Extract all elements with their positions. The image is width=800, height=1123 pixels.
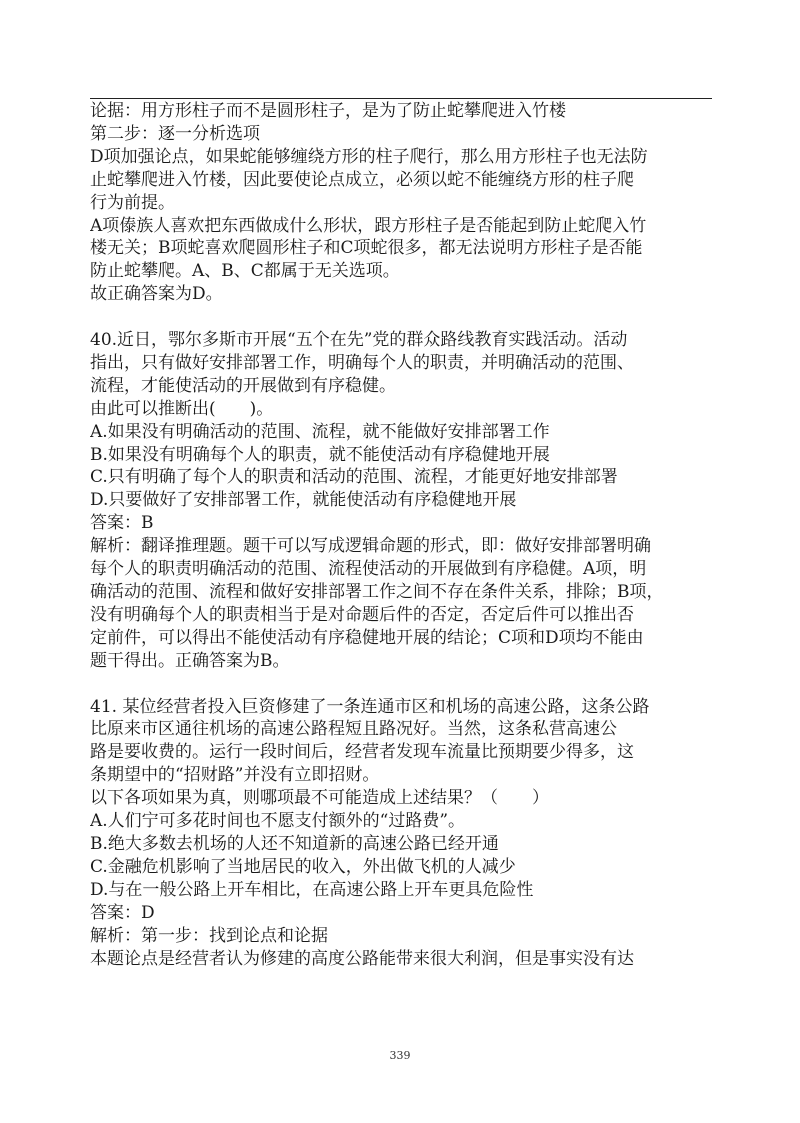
answer: 答案：B xyxy=(90,513,154,534)
text-line: 本题论点是经营者认为修建的高度公路能带来很大利润，但是事实没有达 xyxy=(90,948,634,969)
text-line: 止蛇攀爬进入竹楼，因此要使论点成立，必须以蛇不能缠绕方形的柱子爬 xyxy=(90,169,634,190)
text-line: 没有明确每个人的职责相当于是对命题后件的否定，否定后件可以推出否 xyxy=(90,604,634,625)
text-line: 第二步：逐一分析选项 xyxy=(90,123,260,144)
header-rule xyxy=(90,98,712,99)
text-line: 路是要收费的。运行一段时间后，经营者发现车流量比预期要少得多，这 xyxy=(90,742,634,763)
page-number: 339 xyxy=(389,1049,411,1062)
explanation: 解析：翻译推理题。题干可以写成逻辑命题的形式，即：做好安排部署明确 xyxy=(90,536,651,557)
text-line: 楼无关；B项蛇喜欢爬圆形柱子和C项蛇很多，都无法说明方形柱子是否能 xyxy=(90,238,643,259)
text-line: 每个人的职责明确活动的范围、流程使活动的开展做到有序稳健。A项，明 xyxy=(90,559,647,580)
option-b: B.绝大多数去机场的人还不知道新的高速公路已经开通 xyxy=(90,833,499,854)
question-40-stem: 40.近日，鄂尔多斯市开展“五个在先”党的群众路线教育实践活动。活动 xyxy=(90,330,628,351)
document-body xyxy=(90,100,712,970)
question-prompt: 以下各项如果为真，则哪项最不可能造成上述结果？（ ） xyxy=(90,788,549,809)
text-line: 题干得出。正确答案为B。 xyxy=(90,650,290,671)
text-line: 防止蛇攀爬。A、B、C都属于无关选项。 xyxy=(90,261,400,282)
option-b: B.如果没有明确每个人的职责，就不能使活动有序稳健地开展 xyxy=(90,444,550,465)
option-c: C.金融危机影响了当地居民的收入，外出做飞机的人减少 xyxy=(90,856,516,877)
text-line: 行为前提。 xyxy=(90,192,175,213)
paragraph-gap xyxy=(90,306,712,329)
answer: 答案：D xyxy=(90,902,155,923)
option-d: D.与在一般公路上开车相比，在高速公路上开车更具危险性 xyxy=(90,879,534,900)
text-line: 故正确答案为D。 xyxy=(90,284,223,305)
question-prompt: 由此可以推断出( )。 xyxy=(90,398,274,419)
text-line: 定前件，可以得出不能使活动有序稳健地开展的结论；C项和D项均不能由 xyxy=(90,627,644,648)
text-line: 比原来市区通往机场的高速公路程短且路况好。当然，这条私营高速公 xyxy=(90,719,617,740)
text-line: 确活动的范围、流程和做好安排部署工作之间不存在条件关系，排除；B项， xyxy=(90,582,664,603)
option-a: A.如果没有明确活动的范围、流程，就不能做好安排部署工作 xyxy=(90,421,550,442)
text-line: 流程，才能使活动的开展做到有序稳健。 xyxy=(90,375,396,396)
question-41-stem: 41. 某位经营者投入巨资修建了一条连通市区和机场的高速公路，这条公路 xyxy=(90,696,650,717)
paragraph-gap xyxy=(90,673,712,696)
text-line: D项加强论点，如果蛇能够缠绕方形的柱子爬行，那么用方形柱子也无法防 xyxy=(90,146,648,167)
option-d: D.只要做好了安排部署工作，就能使活动有序稳健地开展 xyxy=(90,490,517,511)
text-line: 论据：用方形柱子而不是圆形柱子，是为了防止蛇攀爬进入竹楼 xyxy=(90,101,566,121)
option-c: C.只有明确了每个人的职责和活动的范围、流程，才能更好地安排部署 xyxy=(90,467,618,488)
text-line: A项傣族人喜欢把东西做成什么形状，跟方形柱子是否能起到防止蛇爬入竹 xyxy=(90,215,647,236)
explanation: 解析：第一步：找到论点和论据 xyxy=(90,925,328,946)
text-line: 指出，只有做好安排部署工作，明确每个人的职责，并明确活动的范围、 xyxy=(90,352,634,373)
option-a: A.人们宁可多花时间也不愿支付额外的“过路费”。 xyxy=(90,811,466,832)
text-line: 条期望中的“招财路”并没有立即招财。 xyxy=(90,765,380,786)
